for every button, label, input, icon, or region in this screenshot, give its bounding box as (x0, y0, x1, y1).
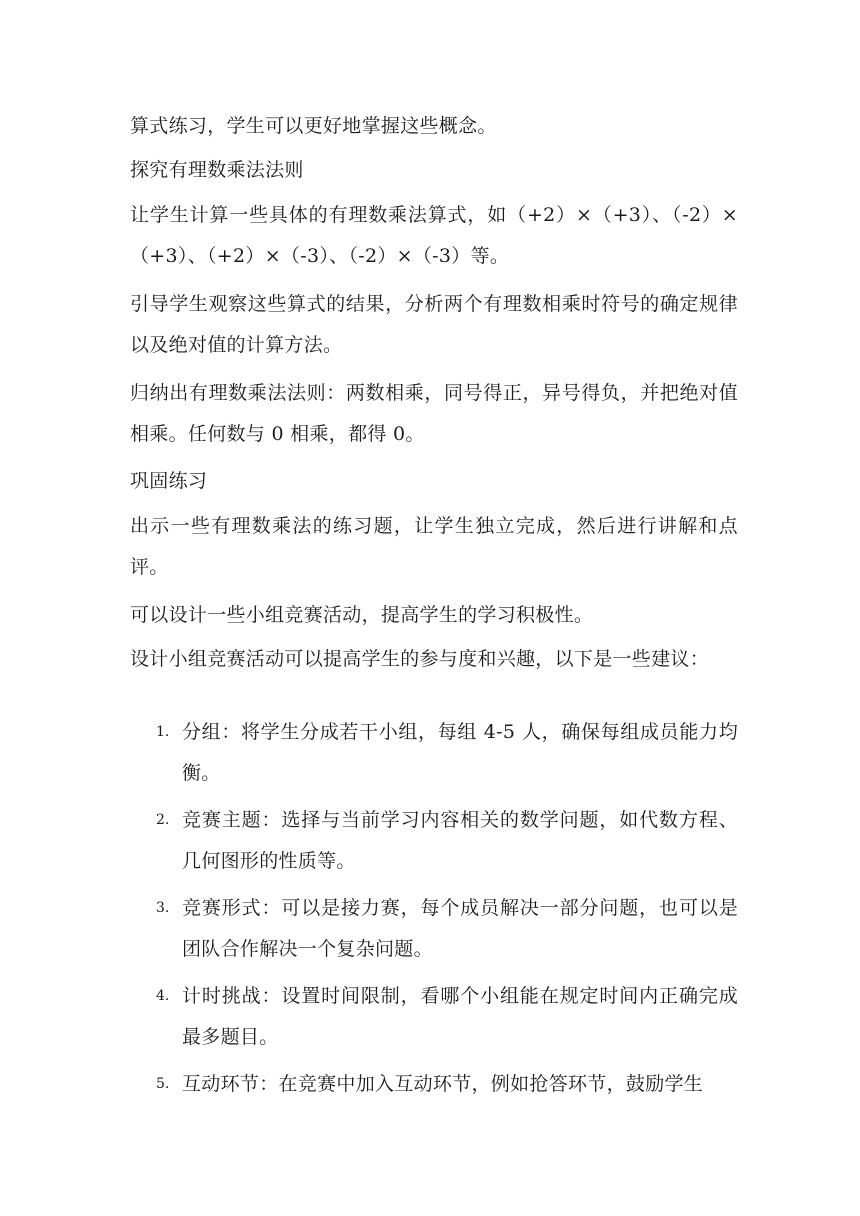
paragraph-suggestions-intro: 设计小组竞赛活动可以提高学生的参与度和兴趣，以下是一些建议： (130, 648, 710, 670)
list-item-number: 3. (156, 900, 170, 916)
list-item-text: 竞赛主题：选择与当前学习内容相关的数学问题，如代数方程、几何图形的性质等。 (182, 809, 738, 872)
list-item-text: 互动环节：在竞赛中加入互动环节，例如抢答环节，鼓励学生 (182, 1073, 704, 1095)
list-item-number: 4. (156, 988, 170, 1004)
paragraph-observe-results: 引导学生观察这些算式的结果，分析两个有理数相乘时符号的确定规律以及绝对值的计算方法。 (130, 293, 738, 356)
list-item-text: 计时挑战：设置时间限制，看哪个小组能在规定时间内正确完成最多题目。 (182, 985, 738, 1048)
paragraph-group-competition: 可以设计一些小组竞赛活动，提高学生的学习积极性。 (130, 604, 594, 626)
section-heading-practice: 巩固练习 (130, 470, 208, 492)
list-item-text: 竞赛形式：可以是接力赛，每个成员解决一部分问题，也可以是团队合作解决一个复杂问题。 (182, 897, 738, 960)
paragraph-compute-examples: 让学生计算一些具体的有理数乘法算式，如（+2）×（+3）、（-2）×（+3）、（+2）×（-3）、（-2）×（-3）等。 (130, 204, 738, 267)
section-heading-explore-rule: 探究有理数乘法法则 (130, 159, 304, 181)
list-item-number: 5. (156, 1076, 170, 1092)
list-item-number: 2. (156, 812, 170, 828)
paragraph-multiplication-rule: 归纳出有理数乘法法则：两数相乘，同号得正，异号得负，并把绝对值相乘。任何数与 0 相乘，都得 0。 (130, 382, 738, 445)
paragraph-exercises: 出示一些有理数乘法的练习题，让学生独立完成，然后进行讲解和点评。 (130, 515, 738, 578)
list-item-number: 1. (156, 724, 170, 740)
paragraph-intro-continuation: 算式练习，学生可以更好地掌握这些概念。 (130, 115, 497, 137)
list-item-text: 分组：将学生分成若干小组，每组 4-5 人，确保每组成员能力均衡。 (182, 721, 738, 784)
